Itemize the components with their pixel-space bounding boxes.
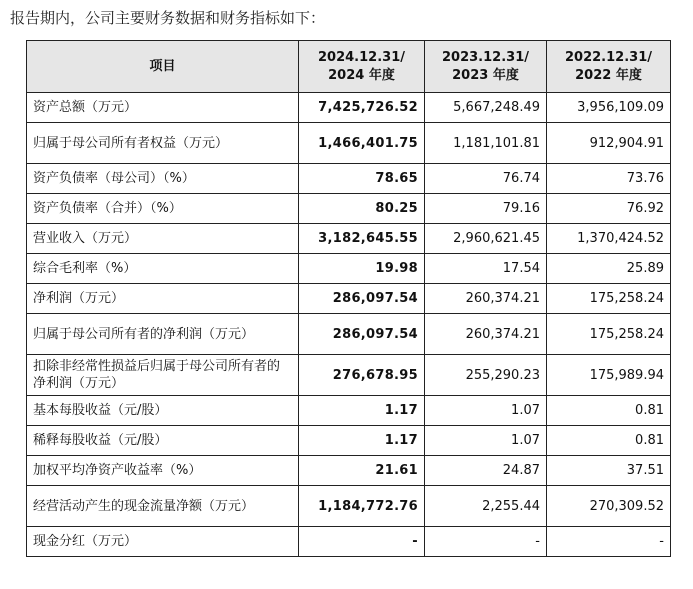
cell-2024: 1,184,772.76: [299, 486, 425, 527]
cell-2022: 270,309.52: [547, 486, 671, 527]
row-label: 归属于母公司所有者的净利润（万元）: [27, 314, 299, 355]
table-row: [27, 224, 671, 254]
cell-2022: 0.81: [547, 426, 671, 456]
cell-2024: 3,182,645.55: [299, 224, 425, 254]
intro-text: 报告期内，公司主要财务数据和财务指标如下：: [10, 9, 326, 27]
table-row: [27, 164, 671, 194]
header-2024: 2024.12.31/ 2024 年度: [299, 41, 425, 93]
cell-2024: -: [299, 527, 425, 557]
row-label: 经营活动产生的现金流量净额（万元）: [27, 486, 299, 527]
table-row: [27, 254, 671, 284]
table-row: [27, 194, 671, 224]
cell-2022: 25.89: [547, 254, 671, 284]
table-row: [27, 93, 671, 123]
cell-2022: 3,956,109.09: [547, 93, 671, 123]
row-label: 净利润（万元）: [27, 284, 299, 314]
cell-2022: 73.76: [547, 164, 671, 194]
row-label: 资产总额（万元）: [27, 93, 299, 123]
cell-2023: 5,667,248.49: [425, 93, 547, 123]
cell-2023: 260,374.21: [425, 314, 547, 355]
cell-2024: 78.65: [299, 164, 425, 194]
row-label: 扣除非经常性损益后归属于母公司所有者的净利润（万元）: [27, 355, 299, 396]
cell-2022: 175,258.24: [547, 284, 671, 314]
cell-2024: 1.17: [299, 396, 425, 426]
cell-2023: 2,960,621.45: [425, 224, 547, 254]
cell-2024: 1.17: [299, 426, 425, 456]
cell-2023: 255,290.23: [425, 355, 547, 396]
table-row: [27, 426, 671, 456]
cell-2024: 276,678.95: [299, 355, 425, 396]
row-label: 归属于母公司所有者权益（万元）: [27, 123, 299, 164]
table-row: [27, 314, 671, 355]
table-row: [27, 284, 671, 314]
cell-2023: 24.87: [425, 456, 547, 486]
table-row: [27, 456, 671, 486]
cell-2022: 1,370,424.52: [547, 224, 671, 254]
cell-2024: 7,425,726.52: [299, 93, 425, 123]
cell-2023: 1.07: [425, 426, 547, 456]
cell-2022: 76.92: [547, 194, 671, 224]
cell-2024: 1,466,401.75: [299, 123, 425, 164]
cell-2022: 0.81: [547, 396, 671, 426]
row-label: 现金分红（万元）: [27, 527, 299, 557]
cell-2023: 260,374.21: [425, 284, 547, 314]
cell-2023: 1.07: [425, 396, 547, 426]
row-label: 营业收入（万元）: [27, 224, 299, 254]
table-header-row: [27, 41, 671, 93]
cell-2024: 286,097.54: [299, 314, 425, 355]
row-label: 综合毛利率（%）: [27, 254, 299, 284]
table-row: [27, 123, 671, 164]
header-item: 项目: [27, 41, 299, 93]
cell-2022: -: [547, 527, 671, 557]
cell-2022: 175,989.94: [547, 355, 671, 396]
cell-2024: 21.61: [299, 456, 425, 486]
row-label: 基本每股收益（元/股）: [27, 396, 299, 426]
row-label: 资产负债率（合并）（%）: [27, 194, 299, 224]
cell-2024: 80.25: [299, 194, 425, 224]
cell-2023: 2,255.44: [425, 486, 547, 527]
table-row: [27, 396, 671, 426]
cell-2023: 1,181,101.81: [425, 123, 547, 164]
row-label: 稀释每股收益（元/股）: [27, 426, 299, 456]
table-row: [27, 486, 671, 527]
cell-2024: 19.98: [299, 254, 425, 284]
table-row: [27, 355, 671, 396]
table-row: [27, 527, 671, 557]
cell-2023: 79.16: [425, 194, 547, 224]
row-label: 资产负债率（母公司）（%）: [27, 164, 299, 194]
header-2022: 2022.12.31/ 2022 年度: [547, 41, 671, 93]
financial-indicators-table: [26, 40, 671, 557]
cell-2023: 17.54: [425, 254, 547, 284]
cell-2024: 286,097.54: [299, 284, 425, 314]
cell-2023: 76.74: [425, 164, 547, 194]
cell-2022: 912,904.91: [547, 123, 671, 164]
cell-2022: 175,258.24: [547, 314, 671, 355]
cell-2022: 37.51: [547, 456, 671, 486]
cell-2023: -: [425, 527, 547, 557]
header-2023: 2023.12.31/ 2023 年度: [425, 41, 547, 93]
row-label: 加权平均净资产收益率（%）: [27, 456, 299, 486]
